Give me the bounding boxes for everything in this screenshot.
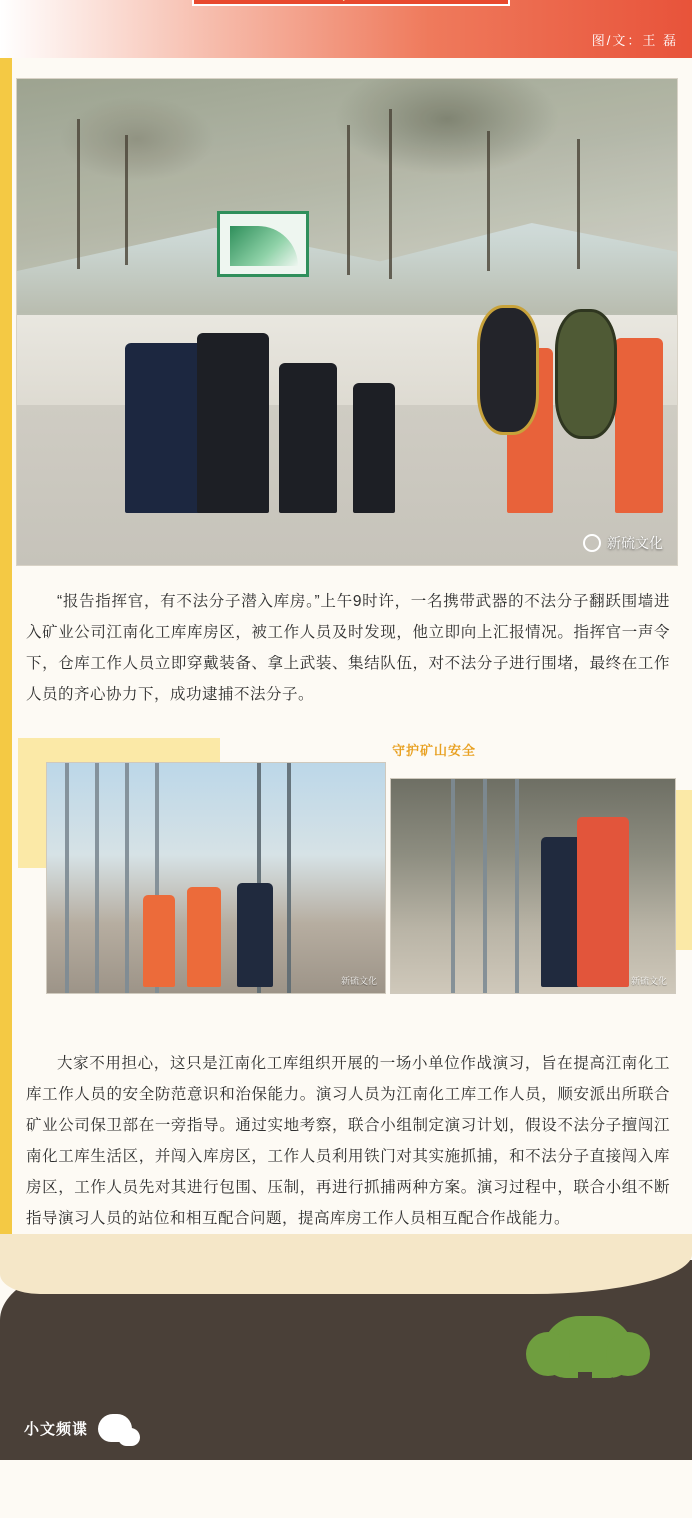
footer [0,1260,692,1460]
photo-gate-arrest [46,762,386,994]
person-figure [615,338,663,513]
person-figure [353,383,395,513]
person-figure [125,343,203,513]
tree-silhouette [577,139,580,269]
site-signboard [217,211,309,277]
person-figure [237,883,273,987]
byline: 图/文：王 磊 [591,33,678,48]
tree-silhouette [487,131,490,271]
photo-watermark: 新硫文化 [630,976,667,986]
gate-bar [287,763,291,993]
tree-trunk-shape [578,1372,592,1426]
paragraph-2: 大家不用担心，这只是江南化工库组织开展的一场小单位作战演习，旨在提高江南化工库工作人员的安全防范意识和治保能力。演习人员为江南化工库工作人员，顺安派出所联合矿业公司保卫部在一旁指导。通过实地考察，联合小组制定演习计划，假设不法分子擅闯江南化工库生活区，并闯入库房区，工作人员利用铁门对其实施抓捕，和不法分子直接闯入库房区，工作人员先对其进行包围、压制，再进行抓捕两种方案。演习过程中，联合小组不断指导演习人员的站位和相互配合问题，提高库房工作人员相互配合作战能力。 [26,1055,670,1227]
tree-silhouette [125,135,128,265]
tree-silhouette [347,125,350,275]
photo-background [391,779,675,993]
tree-silhouette [389,109,392,279]
hero-photo [16,78,678,566]
circle-badge-icon [583,534,601,552]
hero-watermark [583,533,663,553]
photo-watermark: 新硫文化 [340,976,377,986]
tree-branch-shape [547,1377,572,1423]
tree-crown-shape [542,1316,634,1378]
photo-gate-restrain [390,778,676,994]
person-figure [197,333,269,513]
tree-silhouette [77,119,80,269]
wechat-icon[interactable] [98,1414,132,1442]
gate-bar [65,763,69,993]
person-figure [187,887,221,987]
person-figure [143,895,175,987]
hero-watermark-text: 新硫文化 [607,535,663,551]
tree-icon [536,1316,640,1426]
left-accent-rail [0,58,12,1238]
riot-shield [477,305,539,435]
person-figure [279,363,337,513]
gate-bar [515,779,519,993]
mid-photo-section [0,738,692,1028]
banner-title [234,0,468,2]
section-label: 守护矿山安全 [392,743,477,758]
gate-bar [483,779,487,993]
footer-brand-text: 小文频谍 [24,1420,89,1438]
riot-shield [555,309,617,439]
top-banner [0,0,692,58]
footer-brand [24,1414,132,1442]
banner-title-box [192,0,510,6]
gate-bar [125,763,129,993]
tree-branch-shape [601,1377,626,1423]
gate-bar [95,763,99,993]
person-figure [577,817,629,987]
paragraph-1: “报告指挥官，有不法分子潜入库房。”上午9时许，一名携带武器的不法分子翻跃围墙进入矿业公司江南化工库库房区，被工作人员及时发现，他立即向上汇报情况。指挥官一声令下，仓库工作人员立即穿戴装备、拿上武装、集结队伍，对不法分子进行围堵，最终在工作人员的齐心协力下，成功逮捕不法分子。 [26,593,670,703]
footer-sand-curve [0,1234,692,1294]
gate-bar [451,779,455,993]
